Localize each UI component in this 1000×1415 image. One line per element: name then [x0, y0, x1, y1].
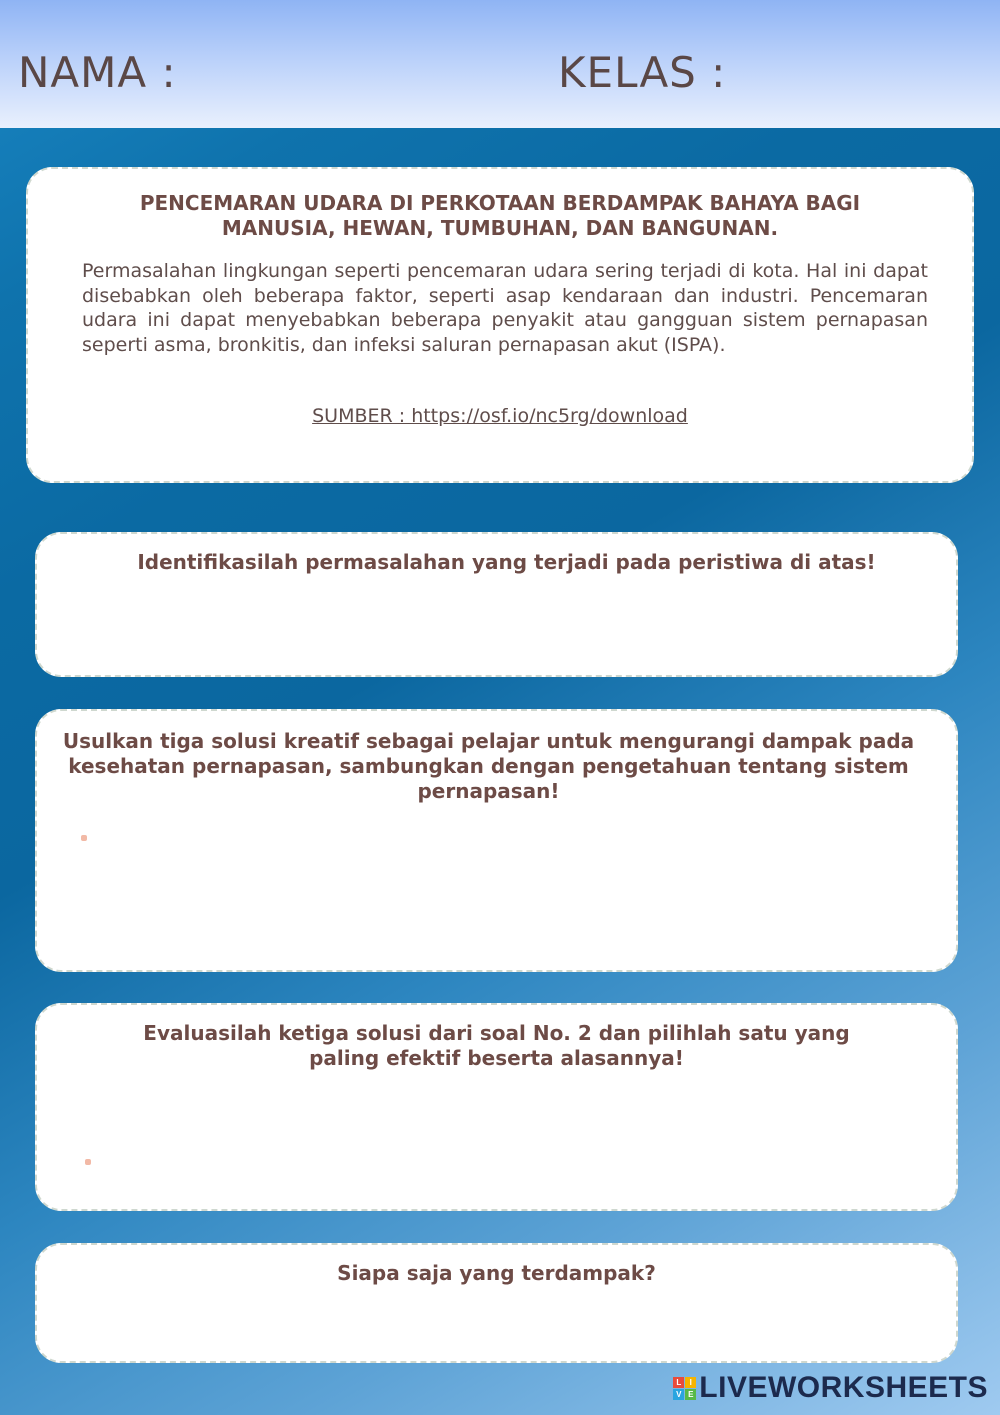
answer-field-2[interactable]: [67, 821, 926, 950]
answer-field-3[interactable]: [67, 1085, 926, 1189]
question-text-4: Siapa saja yang terdampak?: [337, 1261, 656, 1285]
article-body: Permasalahan lingkungan seperti pencemaran udara sering terjadi di kota. Hal ini dapat disebabkan oleh beberapa faktor, seperti asap kendaraan dan industri. Pencemaran udara ini dapat menyebabkan beberapa penyakit atau gangguan sistem pernapasan seperti asma, bronkitis, dan infeksi saluran pernapasan akut (ISPA).: [82, 260, 928, 356]
question-card-3: [35, 1003, 958, 1211]
article-card: [26, 167, 974, 483]
class-label: KELAS :: [558, 48, 727, 97]
logo-letter-e: E: [685, 1389, 696, 1400]
question-text-1: Identifikasilah permasalahan yang terjadi pada peristiwa di atas!: [137, 550, 876, 574]
question-text-2: Usulkan tiga solusi kreatif sebagai pelajar untuk mengurangi dampak pada kesehatan pernapasan, sambungkan dengan pengetahuan tentang sistem pernapasan!: [62, 729, 915, 803]
logo-text: LIVEWORKSHEETS: [699, 1371, 988, 1404]
logo-letter-i: I: [685, 1377, 696, 1388]
question-card-1: [35, 532, 958, 677]
logo-letter-l: L: [673, 1377, 684, 1388]
question-card-4: [35, 1243, 958, 1363]
source-link[interactable]: SUMBER : https://osf.io/nc5rg/download: [312, 405, 688, 427]
question-text-3: Evaluasilah ketiga solusi dari soal No. 2 dan pilihlah satu yang paling efektif beserta alasannya!: [143, 1021, 850, 1070]
logo-grid-icon: [673, 1377, 696, 1400]
liveworksheets-logo: [673, 1371, 988, 1405]
question-card-2: [35, 709, 958, 972]
answer-field-1[interactable]: [67, 594, 926, 655]
logo-letter-v: V: [673, 1389, 684, 1400]
article-title: PENCEMARAN UDARA DI PERKOTAAN BERDAMPAK BAHAYA BAGI MANUSIA, HEWAN, TUMBUHAN, DAN BANGUNAN.: [139, 191, 861, 240]
answer-field-4[interactable]: [67, 1297, 926, 1341]
name-label: NAMA :: [18, 48, 177, 97]
header-bar: [0, 0, 1000, 128]
